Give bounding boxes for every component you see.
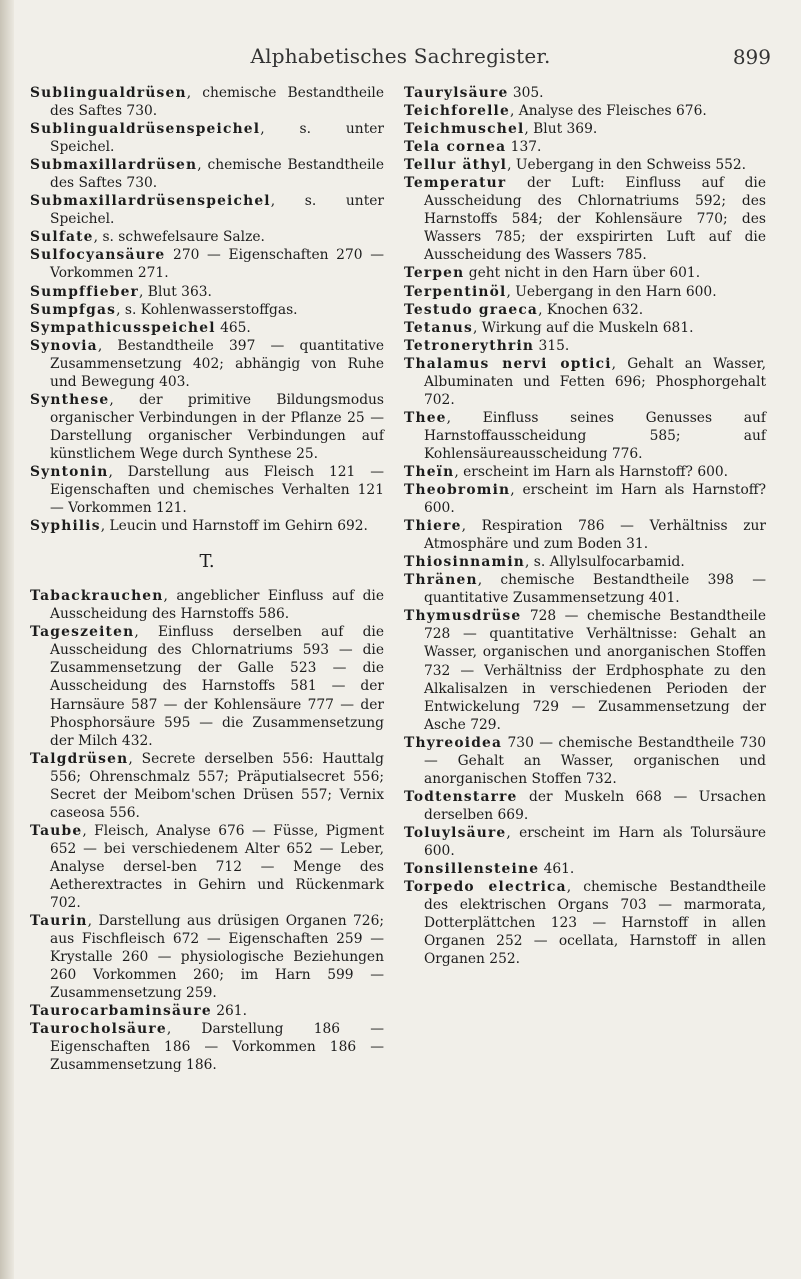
index-term: Thee <box>404 409 447 426</box>
index-entry <box>30 246 384 282</box>
index-entry <box>404 878 766 968</box>
index-entry <box>404 788 766 824</box>
index-term: Terpentinöl <box>404 283 507 300</box>
index-entry <box>30 283 384 301</box>
index-entry <box>30 84 384 120</box>
right-entries <box>404 84 766 968</box>
index-entry <box>30 517 384 535</box>
index-references: , chemische Bestandtheile 398 — quantitative Zusammensetzung 401. <box>424 572 766 607</box>
index-term: Thiere <box>404 518 462 535</box>
index-references: 315. <box>534 337 570 354</box>
index-term: Synthese <box>30 391 110 408</box>
index-entry <box>404 120 766 138</box>
index-references: , Knochen 632. <box>538 301 644 318</box>
index-references: , Uebergang in den Schweiss 552. <box>507 157 747 174</box>
index-entry <box>404 463 766 481</box>
index-entry <box>404 734 766 788</box>
index-term: Tabackrauchen <box>30 588 164 605</box>
index-entry <box>30 1002 384 1020</box>
index-entry <box>30 192 384 228</box>
index-term: Sulfocyansäure <box>30 247 166 264</box>
index-term: Syphilis <box>30 518 101 535</box>
index-term: Taurin <box>30 913 88 930</box>
index-references: der Muskeln 668 — Ursachen derselben 669. <box>424 788 766 823</box>
index-entry <box>404 481 766 517</box>
index-term: Sumpfgas <box>30 301 117 318</box>
index-references: , s. Allylsulfocarbamid. <box>525 554 685 571</box>
index-entry <box>404 860 766 878</box>
index-entry <box>30 623 384 749</box>
index-entry <box>404 571 766 607</box>
index-term: Taurylsäure <box>404 85 509 101</box>
index-references: 461. <box>539 861 575 878</box>
index-term: Submaxillardrüsen <box>30 157 198 174</box>
index-entry <box>404 264 766 282</box>
index-term: Taube <box>30 822 83 839</box>
index-entry <box>404 138 766 156</box>
index-term: Tetronerythrin <box>404 337 535 354</box>
index-term: Thiosinnamin <box>404 554 526 571</box>
index-references: 728 — chemische Bestandtheile 728 — quantitative Verhältnisse: Gehalt an Wasser, organischen und anorganischen Stoffen 732 — Verhältniss der Erdphosphate zu den Alkalisalzen in verschiedenen Perioden der Entwickelung 729 — Zusammensetzung der Asche 729. <box>424 608 766 733</box>
index-term: Tela cornea <box>404 139 507 156</box>
index-term: Theobromin <box>404 482 511 499</box>
index-references: , s. unter Speichel. <box>50 121 384 156</box>
index-entry <box>30 822 384 912</box>
index-references: , s. schwefelsaure Salze. <box>93 229 265 246</box>
index-term: Thränen <box>404 572 478 589</box>
page-title: Alphabetisches Sachregister. <box>250 44 551 68</box>
index-term: Temperatur <box>404 175 507 192</box>
index-term: Thyreoidea <box>404 734 503 751</box>
index-references: , Darstellung aus drüsigen Organen 726; aus Fischfleisch 672 — Eigenschaften 259 — Krystalle 260 — physiologische Beziehungen 260 Vorkommen 260; im Harn 599 — Zusammensetzung 259. <box>50 913 384 1002</box>
index-term: Tellur äthyl <box>404 157 508 174</box>
index-term: Tetanus <box>404 319 474 336</box>
index-entry <box>404 319 766 337</box>
index-entry <box>404 337 766 355</box>
page-number: 899 <box>732 45 771 69</box>
index-term: Theïn <box>404 463 455 480</box>
index-references: , chemische Bestandtheile des elektrischen Organs 703 — marmorata, Dotterplättchen 123 — Harnstoff in allen Organen 252 — ocellata, Harnstoff in allen Organen 252. <box>424 879 767 968</box>
index-references: , erscheint im Harn als Harnstoff? 600. <box>424 482 766 517</box>
index-references: , chemische Bestandtheile des Saftes 730. <box>50 85 384 120</box>
index-references: , Respiration 786 — Verhältniss zur Atmosphäre und zum Boden 31. <box>424 518 766 553</box>
section-letter: T. <box>199 551 215 573</box>
index-entry <box>30 319 384 337</box>
index-entry <box>404 607 766 733</box>
index-references: , Wirkung auf die Muskeln 681. <box>473 319 694 336</box>
index-term: Sublingualdrüsenspeichel <box>30 121 261 138</box>
index-references: der Luft: Einfluss auf die Ausscheidung des Chlornatriums 592; des Harnstoffs 584; der Kohlensäure 770; des Wassers 785; der exspirirten Luft auf die Ausscheidung des Wassers 785. <box>424 175 766 264</box>
index-references: , Gehalt an Wasser, Albuminaten und Fetten 696; Phosphorgehalt 702. <box>424 355 766 408</box>
index-references: 305. <box>508 85 544 101</box>
index-references: , Uebergang in den Harn 600. <box>506 283 717 300</box>
index-references: , Secrete derselben 556: Hauttalg 556; Ohrenschmalz 557; Präputialsecret 556; Secret der Meibom'schen Drüsen 557; Vernix caseosa 556. <box>50 750 384 821</box>
index-term: Torpedo electrica <box>404 879 567 896</box>
index-term: Todtenstarre <box>404 788 518 805</box>
index-term: Teichmuschel <box>404 121 525 138</box>
index-term: Tageszeiten <box>30 624 135 641</box>
left-entries-after <box>30 587 384 1074</box>
index-term: Thymusdrüse <box>404 608 522 625</box>
left-column <box>30 84 384 1074</box>
index-references: , Einfluss seines Genusses auf Harnstoffausscheidung 585; auf Kohlensäureausscheidung 776. <box>424 409 766 462</box>
index-term: Teichforelle <box>404 103 510 120</box>
index-references: , Darstellung aus Fleisch 121 — Eigenschaften und chemisches Verhalten 121 — Vorkommen 121. <box>50 463 384 517</box>
index-references: 261. <box>211 1003 247 1020</box>
index-entry <box>30 391 384 463</box>
index-entry <box>30 750 384 822</box>
index-references: , Blut 369. <box>524 121 598 138</box>
left-entries-before <box>30 84 384 535</box>
index-references: , Leucin und Harnstoff im Gehirn 692. <box>100 518 368 535</box>
index-references: 270 — Eigenschaften 270 — Vorkommen 271. <box>50 247 384 282</box>
index-references: , Darstellung 186 — Eigenschaften 186 — Vorkommen 186 — Zusammensetzung 186. <box>50 1021 384 1074</box>
index-entry <box>30 912 384 1002</box>
index-entry <box>30 463 384 517</box>
index-references: 730 — chemische Bestandtheile 730 — Gehalt an Wasser, organischen und anorganischen Stoffen 732. <box>424 734 766 787</box>
index-references: , Fleisch, Analyse 676 — Füsse, Pigment 652 — bei verschiedenem Alter 652 — Leber, Analyse dersel-ben 712 — Menge des Aetherextractes in Gehirn und Rückenmark 702. <box>50 822 384 912</box>
index-entry <box>404 84 766 102</box>
index-entry <box>404 553 766 571</box>
index-term: Taurocarbaminsäure <box>30 1003 212 1020</box>
index-references: , Blut 363. <box>139 283 212 300</box>
page-header <box>0 44 801 78</box>
index-term: Syntonin <box>30 463 109 480</box>
index-entry <box>404 156 766 174</box>
index-entry <box>30 228 384 246</box>
index-entry <box>30 301 384 319</box>
index-references: , erscheint im Harn als Tolursäure 600. <box>424 824 766 859</box>
index-term: Sublingualdrüsen <box>30 85 187 101</box>
index-term: Terpen <box>404 265 465 282</box>
index-term: Thalamus nervi optici <box>404 355 612 372</box>
index-term: Testudo graeca <box>404 301 539 318</box>
index-references: , Bestandtheile 397 — quantitative Zusammensetzung 402; abhängig von Ruhe und Bewegung 403. <box>50 337 384 390</box>
index-references: 137. <box>506 139 542 156</box>
index-entry <box>404 824 766 860</box>
index-term: Tonsillensteine <box>404 861 540 878</box>
index-references: , Einfluss derselben auf die Ausscheidung des Chlornatriums 593 — die Zusammensetzung der Galle 523 — die Ausscheidung des Harnstoffs 581 — der Harnsäure 587 — der Kohlensäure 777 — der Phosphorsäure 595 — die Zusammensetzung der Milch 432. <box>50 624 384 749</box>
index-entry <box>30 120 384 156</box>
index-term: Synovia <box>30 337 98 354</box>
index-entry <box>404 102 766 120</box>
index-entry <box>404 409 766 463</box>
index-references: 465. <box>215 319 251 336</box>
index-term: Sympathicusspeichel <box>30 319 216 336</box>
index-references: , Analyse des Fleisches 676. <box>509 103 707 120</box>
index-term: Talgdrüsen <box>30 750 129 767</box>
index-entry <box>404 174 766 264</box>
index-term: Sumpffieber <box>30 283 140 300</box>
index-entry <box>30 1020 384 1074</box>
index-entry <box>30 156 384 192</box>
index-entry <box>404 283 766 301</box>
index-entry <box>404 517 766 553</box>
index-references: , erscheint im Harn als Harnstoff? 600. <box>454 463 729 480</box>
index-references: geht nicht in den Harn über 601. <box>464 265 701 282</box>
index-entry <box>30 337 384 391</box>
index-references: , s. Kohlenwasserstoffgas. <box>116 301 298 318</box>
page-edge <box>0 0 14 1279</box>
right-column <box>404 84 766 968</box>
index-entry <box>404 355 766 409</box>
index-references: , angeblicher Einfluss auf die Ausscheidung des Harnstoffs 586. <box>50 588 384 623</box>
index-term: Toluylsäure <box>404 824 507 841</box>
index-references: , s. unter Speichel. <box>50 193 384 228</box>
index-references: , der primitive Bildungsmodus organischer Verbindungen in der Pflanze 25 — Darstellung organischer Verbindungen auf künstlichem Wege durch Synthese 25. <box>50 391 384 462</box>
index-term: Taurocholsäure <box>30 1021 167 1038</box>
index-term: Submaxillardrüsenspeichel <box>30 193 271 210</box>
index-entry <box>30 587 384 623</box>
index-references: , chemische Bestandtheile des Saftes 730. <box>50 157 384 192</box>
index-entry <box>404 301 766 319</box>
index-term: Sulfate <box>30 229 94 246</box>
